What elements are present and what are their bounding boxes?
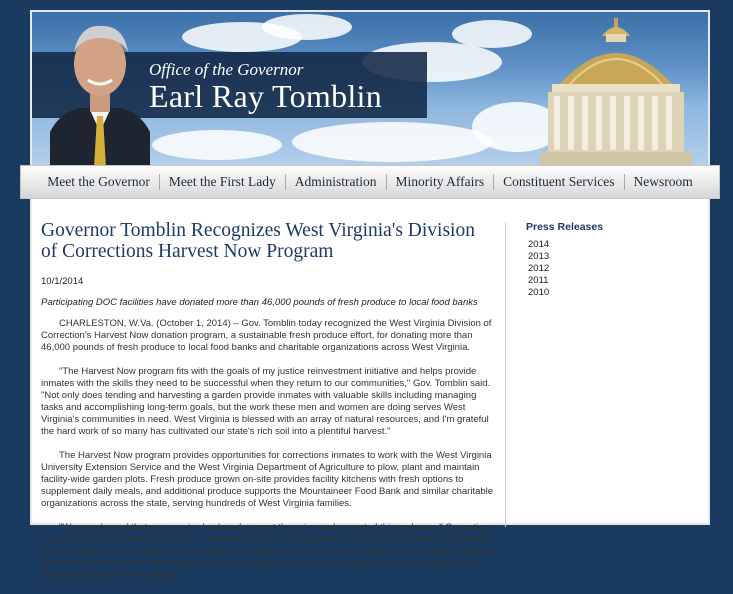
article-paragraph: "We are pleased that we can give back and support those in need as part of this endeavor," Corrections Commissioner Jim Rubenstein said. "I would like to thank the wardens, staff and inmates who have worked on the project, and as a division we continue to increase the amount of fresh produce we are able to donate to our local communities. We are honored and humbled that we can give back and are committed to the continued success of this project." [41,522,494,581]
governor-portrait [50,12,150,168]
sidebar-divider [505,222,506,527]
governor-name: Earl Ray Tomblin [149,78,383,114]
year-link-2012[interactable]: 2012 [528,263,550,274]
article-headline: Governor Tomblin Recognizes West Virginia's Division of Corrections Harvest Now Program [41,220,475,262]
nav-administration[interactable]: Administration [285,174,386,190]
year-link-2013[interactable]: 2013 [528,251,550,262]
sidebar-title: Press Releases [526,221,604,233]
article-subhead: Participating DOC facilities have donated more than 46,000 pounds of fresh produce to local food banks [41,297,478,308]
nav-meet-the-first-lady[interactable]: Meet the First Lady [159,174,285,190]
year-link-2011[interactable]: 2011 [528,275,549,286]
year-link-2010[interactable]: 2010 [528,287,550,298]
article [41,212,496,594]
office-title: Office of the Governor [149,60,304,79]
header-banner [32,12,708,168]
article-date: 10/1/2014 [41,276,84,287]
main-nav [20,165,720,199]
article-paragraph: "The Harvest Now program fits with the goals of my justice reinvestment initiative and helps provide inmates with the skills they need to be successful when they return to our communities," Gov. Tomblin said. "Not only does tending and harvesting a garden provide inmates with valuable skills including managing tasks and accomplishing long-term goals, but the work these men and women are doing serves West Virginia's communities in need. West Virginia is blessed with an array of natural resources, and I'm grateful the hard work of so many has cultivated our state's rich soil into a plentiful harvest." [41,366,491,437]
article-paragraph: CHARLESTON, W.Va. (October 1, 2014) – Gov. Tomblin today recognized the West Virginia Division of Correction's Harvest Now donation program, a sustainable fresh produce effort, for donating more than 46,000 pounds of fresh produce to local food banks and charitable organizations across West Virginia. [41,318,492,353]
nav-constituent-services[interactable]: Constituent Services [493,174,623,190]
year-link-2014[interactable]: 2014 [528,239,550,250]
article-paragraph: The Harvest Now program provides opportunities for corrections inmates to work with the West Virginia University Extension Service and the West Virginia Department of Agriculture to plow, plant and maintain facility-wide garden plots. Fresh produce grown on-site provides facility kitchens with fresh options to supplement daily meals, and additional produce supports the Mountaineer Food Bank and similar charitable organizations across the state, serving hundreds of West Virginia families. [41,450,494,509]
nav-minority-affairs[interactable]: Minority Affairs [386,174,494,190]
nav-newsroom[interactable]: Newsroom [624,174,702,190]
capitol-dome-image [530,12,700,168]
nav-meet-the-governor[interactable]: Meet the Governor [47,174,150,189]
page-container [30,10,710,581]
press-releases-sidebar [526,221,686,299]
